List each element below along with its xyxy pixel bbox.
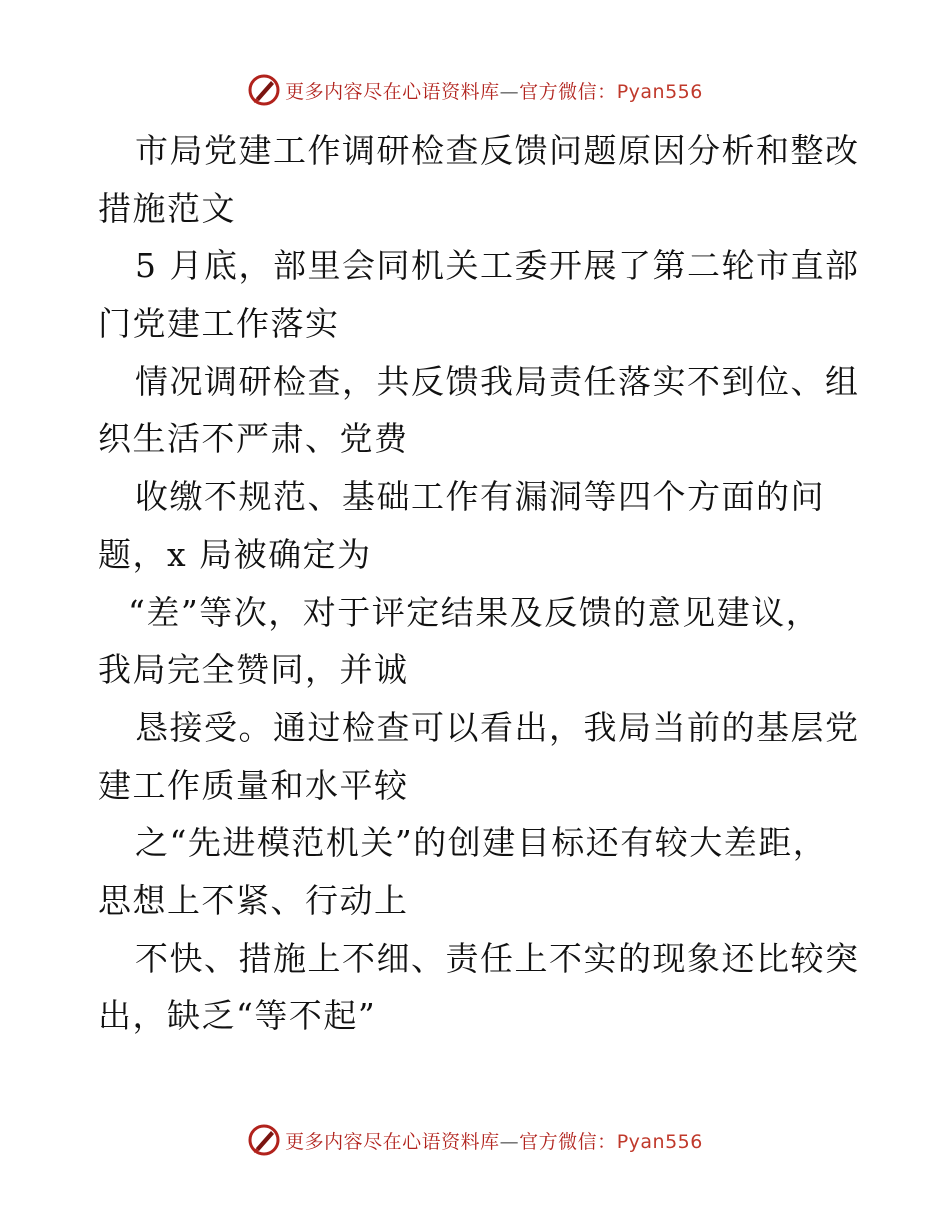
footer-banner-wechat-id: Pyan556 (616, 1130, 703, 1153)
paragraph-line: 思想上不紧、行动上 (98, 880, 409, 920)
footer-banner-text (285, 1127, 703, 1154)
paragraph-line: 5 月底，部里会同机关工委开展了第二轮市直部 (135, 246, 860, 286)
header-banner-text (285, 77, 703, 104)
paragraph-line: 恳接受。通过检查可以看出，我局当前的基层党 (135, 707, 860, 747)
footer-banner-wechat-label: 官方微信： (519, 1130, 617, 1153)
paragraph-line: 收缴不规范、基础工作有漏洞等四个方面的问 (135, 477, 825, 517)
paragraph-line: 门党建工作落实 (98, 304, 340, 344)
header-banner (0, 70, 950, 110)
paragraph-line: 题，x 局被确定为 (98, 534, 372, 574)
document-body (98, 122, 858, 1045)
paragraph-line: 建工作质量和水平较 (98, 765, 409, 805)
header-banner-wechat-label: 官方微信： (519, 80, 617, 103)
pen-logo-icon (247, 1123, 281, 1157)
title-line-2: 措施范文 (98, 188, 236, 228)
header-banner-separator: — (499, 80, 520, 103)
footer-banner-separator: — (499, 1130, 520, 1153)
header-banner-wechat-id: Pyan556 (616, 80, 703, 103)
paragraph-line: 不快、措施上不细、责任上不实的现象还比较突 (135, 938, 860, 978)
footer-banner (0, 1120, 950, 1160)
footer-banner-main: 更多内容尽在心语资料库 (285, 1130, 500, 1153)
paragraph-line: 出，缺乏“等不起” (98, 996, 377, 1036)
paragraph-line: 之“先进模范机关”的创建目标还有较大差距， (135, 823, 828, 863)
header-banner-main: 更多内容尽在心语资料库 (285, 80, 500, 103)
paragraph-line: 织生活不严肃、党费 (98, 419, 409, 459)
pen-logo-icon (247, 73, 281, 107)
paragraph-line: 我局完全赞同，并诚 (98, 650, 409, 690)
title-line-1: 市局党建工作调研检查反馈问题原因分析和整改 (135, 131, 860, 170)
paragraph-line: “差”等次，对于评定结果及反馈的意见建议， (128, 592, 821, 632)
paragraph-line: 情况调研检查，共反馈我局责任落实不到位、组 (135, 361, 860, 401)
